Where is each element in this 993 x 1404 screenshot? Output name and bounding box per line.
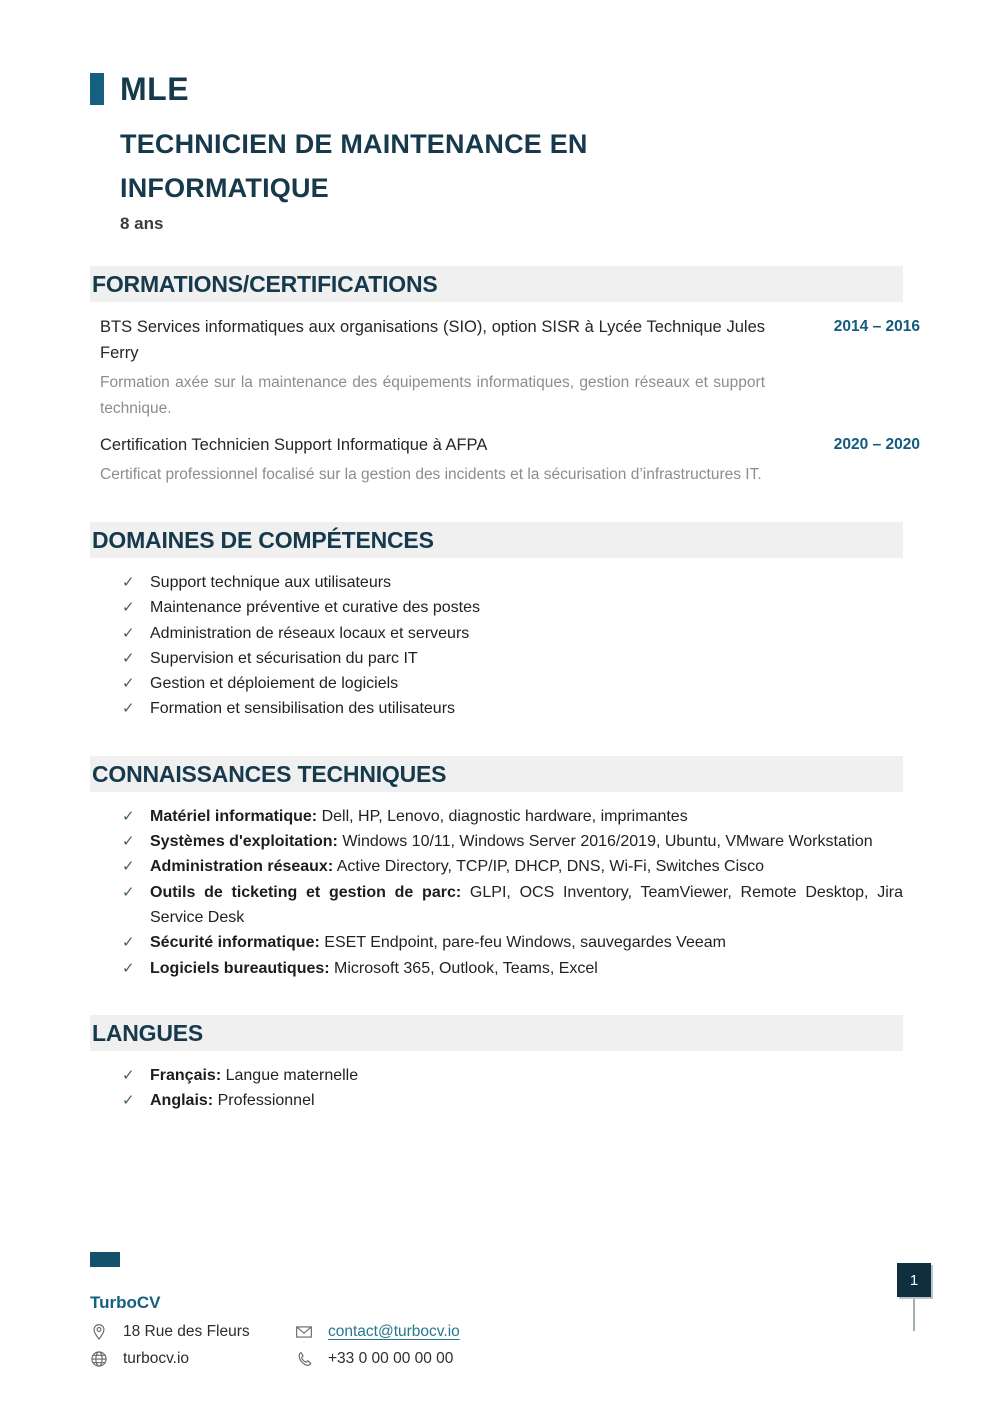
section-heading-bar <box>90 756 903 792</box>
list-item <box>122 696 903 721</box>
section-heading-bar <box>90 266 903 302</box>
address-text: 18 Rue des Fleurs <box>123 1323 250 1340</box>
competences-list <box>122 570 903 722</box>
list-item-text <box>150 930 903 955</box>
formation-entry-main <box>100 314 765 422</box>
phone-text: +33 0 00 00 00 00 <box>328 1350 454 1367</box>
check-icon: ✓ <box>122 599 135 617</box>
section-heading-bar <box>90 1015 903 1051</box>
check-icon: ✓ <box>122 858 135 876</box>
list-item-text: Maintenance préventive et curative des postes <box>150 599 480 617</box>
page-number: 1 <box>897 1263 931 1297</box>
list-item-text: Support technique aux utilisateurs <box>150 574 392 591</box>
formation-title: Certification Technicien Support Informatique à AFPA <box>100 436 488 454</box>
list-item <box>122 880 903 931</box>
list-item <box>122 829 903 854</box>
section-heading: CONNAISSANCES TECHNIQUES <box>92 760 447 787</box>
section-connaissances <box>90 756 920 981</box>
page-number-line <box>913 1299 915 1331</box>
list-item-text: Administration de réseaux locaux et serveurs <box>150 624 470 642</box>
section-domaines <box>90 522 920 722</box>
formation-description: Certificat professionnel focalisé sur la gestion des incidents et la sécurisation d’infrastructures IT. <box>100 466 762 483</box>
check-icon: ✓ <box>122 934 135 952</box>
phone-icon <box>295 1350 313 1368</box>
contact-website <box>90 1350 295 1368</box>
mail-icon <box>295 1323 313 1341</box>
section-heading: FORMATIONS/CERTIFICATIONS <box>92 271 438 297</box>
list-item <box>122 621 903 646</box>
connaissances-list <box>122 804 903 981</box>
formation-title: BTS Services informatiques aux organisations (SIO), option SISR à Lycée Technique Jules Ferry <box>100 318 765 362</box>
page-number-badge <box>897 1263 931 1297</box>
accent-bar <box>90 73 104 105</box>
job-title-line2: INFORMATIQUE <box>120 173 329 203</box>
langues-list <box>122 1063 903 1114</box>
job-title <box>120 122 920 210</box>
list-item <box>122 646 903 671</box>
list-item <box>122 930 903 955</box>
list-item <box>122 570 903 595</box>
name-row <box>90 72 920 106</box>
list-item <box>122 854 903 879</box>
contact-address <box>90 1323 295 1341</box>
skill-value: Microsoft 365, Outlook, Teams, Excel <box>334 959 598 977</box>
section-heading: LANGUES <box>92 1019 204 1046</box>
list-item <box>122 671 903 696</box>
list-item-text: Supervision et sécurisation du parc IT <box>150 649 418 667</box>
check-icon: ✓ <box>122 883 135 901</box>
section-langues <box>90 1015 920 1114</box>
candidate-initials: MLE <box>120 70 190 107</box>
skill-label: Matériel informatique: <box>150 807 318 825</box>
list-item-text <box>150 804 903 829</box>
list-item-text <box>150 1063 903 1088</box>
list-item <box>122 956 903 981</box>
location-pin-icon <box>90 1323 108 1341</box>
skill-label: Systèmes d'exploitation: <box>150 833 338 851</box>
contact-grid <box>90 1323 790 1368</box>
check-icon: ✓ <box>122 624 135 642</box>
list-item-text: Gestion et déploiement de logiciels <box>150 675 399 693</box>
skill-value: Dell, HP, Lenovo, diagnostic hardware, imprimantes <box>321 807 688 825</box>
footer <box>90 1252 790 1368</box>
formation-description: Formation axée sur la maintenance des équipements informatiques, gestion réseaux et support technique. <box>100 374 765 417</box>
header <box>90 0 920 234</box>
list-item-text: Formation et sensibilisation des utilisateurs <box>150 700 456 718</box>
check-icon: ✓ <box>122 1092 135 1110</box>
check-icon: ✓ <box>122 807 135 825</box>
globe-icon <box>90 1350 108 1368</box>
list-item <box>122 595 903 620</box>
job-title-line1: TECHNICIEN DE MAINTENANCE EN <box>120 129 588 159</box>
contact-email <box>295 1323 790 1341</box>
footer-accent-rect <box>90 1252 120 1267</box>
skill-label: Administration réseaux: <box>150 858 334 876</box>
section-formations <box>90 266 920 488</box>
language-level: Professionnel <box>217 1092 315 1110</box>
list-item-text <box>150 1088 903 1113</box>
skill-label: Outils de ticketing et gestion de parc: <box>150 883 462 901</box>
section-heading-bar <box>90 522 903 558</box>
skill-value: Windows 10/11, Windows Server 2016/2019, Ubuntu, VMware Workstation <box>342 833 873 851</box>
brand-name: TurboCV <box>90 1293 161 1312</box>
list-item-text <box>150 829 903 854</box>
list-item-text <box>150 854 903 879</box>
check-icon: ✓ <box>122 959 135 977</box>
list-item <box>122 1063 903 1088</box>
contact-phone <box>295 1350 790 1368</box>
formation-dates: 2014 – 2016 <box>833 318 920 335</box>
check-icon: ✓ <box>122 574 135 591</box>
skill-value: ESET Endpoint, pare-feu Windows, sauvegardes Veeam <box>324 934 726 952</box>
formation-dates: 2020 – 2020 <box>833 436 920 453</box>
formation-entry <box>90 314 920 422</box>
list-item <box>122 804 903 829</box>
check-icon: ✓ <box>122 675 135 693</box>
list-item-text <box>150 956 903 981</box>
language-label: Anglais: <box>150 1092 214 1110</box>
skill-value: Active Directory, TCP/IP, DHCP, DNS, Wi-Fi, Switches Cisco <box>336 858 765 876</box>
section-heading: DOMAINES DE COMPÉTENCES <box>92 527 434 553</box>
website-text: turbocv.io <box>123 1350 190 1367</box>
skill-value: GLPI, OCS Inventory, TeamViewer, Remote Desktop, Jira Service Desk <box>150 883 903 926</box>
check-icon: ✓ <box>122 700 135 718</box>
list-item-text <box>150 880 903 931</box>
check-icon: ✓ <box>122 649 135 667</box>
formation-entry-main <box>100 432 765 488</box>
formation-entry <box>90 432 920 488</box>
language-label: Français: <box>150 1066 222 1084</box>
email-link[interactable]: contact@turbocv.io <box>328 1323 460 1340</box>
language-level: Langue maternelle <box>225 1066 359 1084</box>
skill-label: Sécurité informatique: <box>150 934 320 952</box>
check-icon: ✓ <box>122 1066 135 1084</box>
experience-years: 8 ans <box>120 214 164 233</box>
check-icon: ✓ <box>122 833 135 851</box>
list-item <box>122 1088 903 1113</box>
skill-label: Logiciels bureautiques: <box>150 959 330 977</box>
